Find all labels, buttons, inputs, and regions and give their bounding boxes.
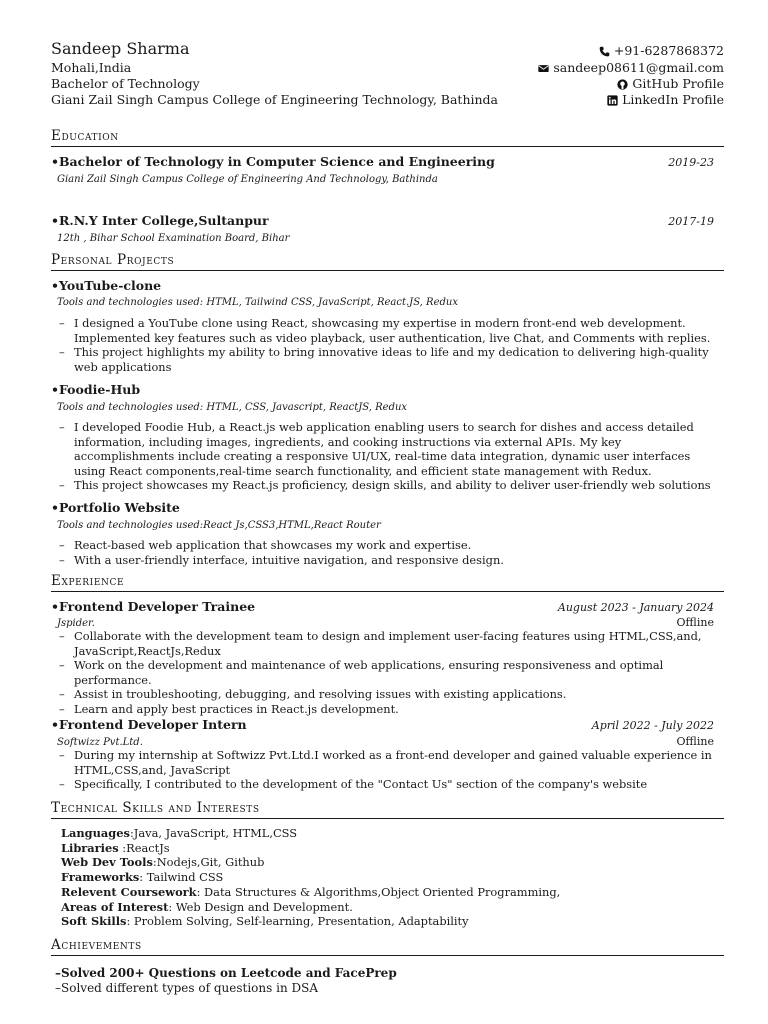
job-date: April 2022 - July 2022 [591, 719, 714, 732]
skill-label: Areas of Interest [61, 899, 169, 914]
achievement-item: –Solved 200+ Questions on Leetcode and FacePrep [55, 966, 397, 980]
education-item-institution: Giani Zail Singh Campus College of Engineering And Technology, Bathinda [57, 174, 438, 185]
list-item: – Assist in troubleshooting, debugging, and resolving issues with existing applications. [59, 687, 712, 702]
email-address: sandeep08611@gmail.com [553, 60, 724, 75]
skill-row [61, 885, 560, 900]
education-item-title: •R.N.Y Inter College,Sultanpur [51, 213, 269, 228]
job-mode: Offline [676, 616, 714, 629]
github-icon [617, 79, 628, 90]
resume-page [51, 0, 724, 1024]
job-bullets [59, 748, 712, 792]
project-tools: Tools and technologies used:React Js,CSS3,HTML,React Router [57, 520, 381, 531]
linkedin-link[interactable] [607, 92, 724, 108]
college-line: Giani Zail Singh Campus College of Engineering Technology, Bathinda [51, 92, 498, 107]
project-bullets [59, 538, 712, 567]
github-label: GitHub Profile [632, 76, 724, 91]
skill-row [61, 826, 560, 841]
linkedin-icon [607, 95, 618, 106]
project-tools: Tools and technologies used: HTML, CSS, Javascript, ReactJS, Redux [57, 402, 408, 413]
linkedin-label: LinkedIn Profile [622, 92, 724, 107]
skill-label: Libraries [61, 840, 119, 855]
job-date: August 2023 - January 2024 [557, 601, 714, 614]
skill-label: Relevent Coursework [61, 884, 197, 899]
projects-heading: Personal Projects [51, 252, 724, 271]
skill-value: :Java, JavaScript, HTML,CSS [129, 826, 298, 840]
education-item-institution: 12th , Bihar School Examination Board, Bihar [57, 233, 290, 244]
skill-row [61, 900, 560, 915]
degree-line: Bachelor of Technology [51, 76, 200, 91]
list-item: – With a user-friendly interface, intuitive navigation, and responsive design. [59, 553, 712, 568]
list-item: – I developed Foodie Hub, a React.js web application enabling users to search for dishes and access detailed information, including images, ingredients, and cooking instructions via external APIs. My key accomplishments include creating a responsive UI/UX, real-time data integration, dynamic user interfaces using React components,real-time search functionality, and efficient state management with Redux. [59, 420, 712, 478]
skills-heading: Technical Skills and Interests [51, 800, 724, 819]
list-item: – This project showcases my React.js proficiency, design skills, and ability to deliver user-friendly web solutions [59, 478, 712, 493]
list-item: – Collaborate with the development team to design and implement user-facing features using HTML,CSS,and, JavaScript,ReactJs,Redux [59, 629, 712, 658]
skill-value: : Tailwind CSS [139, 870, 224, 885]
education-item-date: 2017-19 [668, 215, 714, 228]
skill-label: Soft Skills [61, 914, 127, 929]
job-company: Softwizz Pvt.Ltd. [57, 737, 143, 748]
skill-value: : Problem Solving, Self-learning, Presentation, Adaptability [126, 914, 469, 929]
list-item: – React-based web application that showcases my work and expertise. [59, 538, 712, 553]
education-heading: Education [51, 128, 724, 147]
job-title: •Frontend Developer Trainee [51, 599, 256, 614]
skill-label: Languages [61, 826, 130, 840]
list-item: – I designed a YouTube clone using React, showcasing my expertise in modern front-end web development. Implemented key features such as video playback, user authentication, live Chat, and Comments with replies. [59, 316, 712, 345]
job-mode: Offline [676, 735, 714, 748]
skill-row [61, 841, 560, 856]
experience-heading: Experience [51, 573, 724, 592]
job-bullets [59, 629, 712, 716]
list-item: – Specifically, I contributed to the development of the "Contact Us" section of the company's website [59, 777, 712, 792]
list-item: – This project highlights my ability to bring innovative ideas to life and my dedication to delivering high-quality web applications [59, 345, 712, 374]
skill-value: :ReactJs [118, 840, 170, 855]
skill-row [61, 914, 560, 929]
job-title: •Frontend Developer Intern [51, 717, 247, 732]
project-title: •Portfolio Website [51, 500, 180, 515]
phone-contact[interactable] [599, 43, 724, 59]
github-link[interactable] [617, 76, 724, 92]
project-title: •Foodie-Hub [51, 382, 141, 397]
project-title: •YouTube-clone [51, 278, 162, 293]
skill-row [61, 870, 560, 885]
skill-value: : Data Structures & Algorithms,Object Oriented Programming, [196, 884, 561, 899]
phone-icon [599, 46, 610, 57]
list-item: – During my internship at Softwizz Pvt.Ltd.I worked as a front-end developer and gained valuable experience in HTML,CSS,and, JavaScript [59, 748, 712, 777]
project-tools: Tools and technologies used: HTML, Tailwind CSS, JavaScript, React.JS, Redux [57, 297, 458, 308]
list-item: – Learn and apply best practices in React.js development. [59, 702, 712, 717]
achievements-heading: Achievements [51, 937, 724, 956]
skill-label: Frameworks [61, 870, 140, 885]
achievement-item: –Solved different types of questions in DSA [55, 981, 318, 995]
skill-label: Web Dev Tools [61, 855, 153, 870]
phone-number: +91-6287868372 [613, 43, 724, 58]
skill-row [61, 855, 560, 870]
skill-value: : Web Design and Development. [168, 899, 353, 914]
location: Mohali,India [51, 60, 132, 75]
education-item-date: 2019-23 [668, 156, 714, 169]
education-item-title: •Bachelor of Technology in Computer Science and Engineering [51, 154, 495, 169]
job-company: Jspider. [57, 618, 95, 629]
project-bullets [59, 316, 712, 374]
list-item: – Work on the development and maintenance of web applications, ensuring responsiveness and optimal performance. [59, 658, 712, 687]
project-bullets [59, 420, 712, 493]
email-contact[interactable] [538, 60, 724, 76]
skill-value: :Nodejs,Git, Github [152, 855, 265, 870]
envelope-icon [538, 63, 549, 74]
skills-list [61, 826, 560, 929]
candidate-name: Sandeep Sharma [51, 39, 190, 58]
